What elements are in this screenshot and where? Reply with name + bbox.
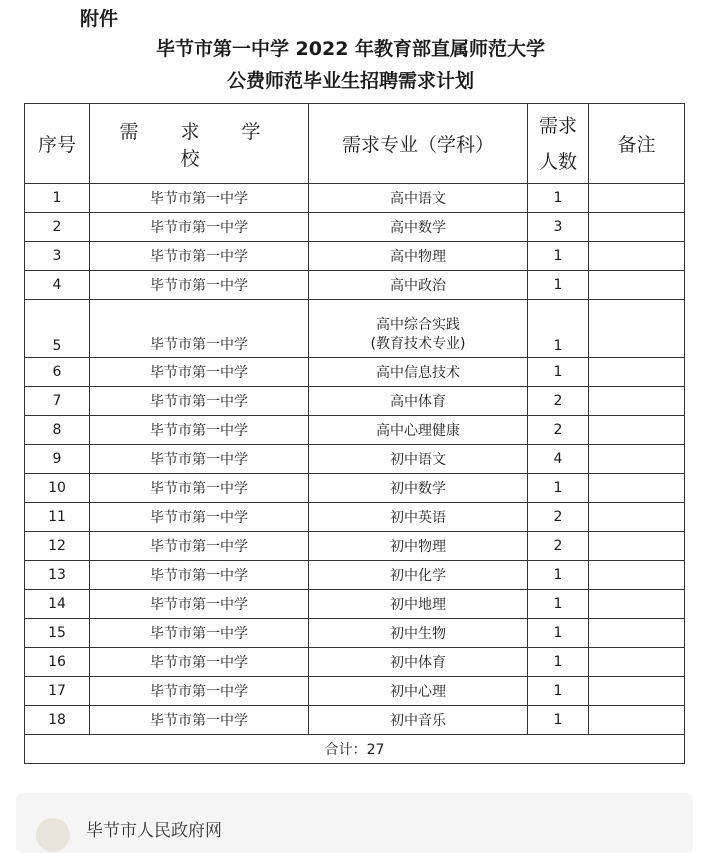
table-row: [25, 387, 685, 416]
cell-major: 初中地理: [309, 590, 528, 619]
cell-note: [589, 213, 685, 242]
cell-note: [589, 561, 685, 590]
cell-index: 12: [25, 532, 90, 561]
cell-note: [589, 242, 685, 271]
cell-note: [589, 474, 685, 503]
cell-school: 毕节市第一中学: [90, 358, 309, 387]
cell-index: 1: [25, 184, 90, 213]
cell-count: 2: [528, 503, 589, 532]
cell-count: 1: [528, 648, 589, 677]
cell-note: [589, 387, 685, 416]
cell-count: 1: [528, 619, 589, 648]
cell-index: 8: [25, 416, 90, 445]
cell-count: 1: [528, 300, 589, 358]
cell-major: 初中体育: [309, 648, 528, 677]
cell-note: [589, 619, 685, 648]
table-row: [25, 677, 685, 706]
table-row: [25, 300, 685, 358]
cell-school: 毕节市第一中学: [90, 474, 309, 503]
cell-major: 初中英语: [309, 503, 528, 532]
cell-school: 毕节市第一中学: [90, 706, 309, 735]
cell-count: 1: [528, 242, 589, 271]
total-cell: 合计：27: [25, 735, 685, 764]
cell-major: 高中物理: [309, 242, 528, 271]
table-row: [25, 503, 685, 532]
cell-major: 初中化学: [309, 561, 528, 590]
cell-school: 毕节市第一中学: [90, 648, 309, 677]
cell-index: 17: [25, 677, 90, 706]
cell-index: 10: [25, 474, 90, 503]
cell-count: 4: [528, 445, 589, 474]
cell-index: 18: [25, 706, 90, 735]
cell-school: 毕节市第一中学: [90, 677, 309, 706]
cell-count: 1: [528, 590, 589, 619]
cell-index: 9: [25, 445, 90, 474]
column-header-note: 备注: [589, 104, 685, 184]
table-row: [25, 590, 685, 619]
cell-index: 4: [25, 271, 90, 300]
table-row: [25, 561, 685, 590]
cell-count: 2: [528, 416, 589, 445]
cell-school: 毕节市第一中学: [90, 619, 309, 648]
cell-note: [589, 648, 685, 677]
cell-school: 毕节市第一中学: [90, 532, 309, 561]
table-row: [25, 474, 685, 503]
cell-major: 初中物理: [309, 532, 528, 561]
cell-note: [589, 358, 685, 387]
cell-major: 初中音乐: [309, 706, 528, 735]
cell-index: 16: [25, 648, 90, 677]
cell-index: 5: [25, 300, 90, 358]
cell-school: 毕节市第一中学: [90, 300, 309, 358]
table-row: [25, 416, 685, 445]
cell-school: 毕节市第一中学: [90, 387, 309, 416]
table-row: [25, 358, 685, 387]
cell-major: 初中数学: [309, 474, 528, 503]
cell-major: 初中生物: [309, 619, 528, 648]
cell-count: 1: [528, 677, 589, 706]
cell-note: [589, 271, 685, 300]
cell-school: 毕节市第一中学: [90, 503, 309, 532]
cell-index: 15: [25, 619, 90, 648]
cell-index: 3: [25, 242, 90, 271]
source-logo-icon: [36, 818, 70, 852]
table-row: [25, 184, 685, 213]
cell-major: 高中信息技术: [309, 358, 528, 387]
cell-school: 毕节市第一中学: [90, 561, 309, 590]
column-header-index: 序号: [25, 104, 90, 184]
cell-index: 2: [25, 213, 90, 242]
cell-note: [589, 706, 685, 735]
cell-count: 1: [528, 271, 589, 300]
cell-note: [589, 590, 685, 619]
total-row: [25, 735, 685, 764]
cell-count: 2: [528, 532, 589, 561]
cell-school: 毕节市第一中学: [90, 184, 309, 213]
cell-note: [589, 503, 685, 532]
cell-note: [589, 416, 685, 445]
table-row: [25, 445, 685, 474]
cell-major: 初中心理: [309, 677, 528, 706]
recruitment-plan-table: [24, 103, 685, 764]
cell-major: 高中数学: [309, 213, 528, 242]
cell-major: 高中语文: [309, 184, 528, 213]
cell-major: 初中语文: [309, 445, 528, 474]
cell-count: 1: [528, 706, 589, 735]
cell-count: 3: [528, 213, 589, 242]
column-header-count: 需求 人数: [528, 104, 589, 184]
cell-index: 14: [25, 590, 90, 619]
table-row: [25, 532, 685, 561]
cell-major: 高中综合实践 (教育技术专业): [309, 300, 528, 358]
table-row: [25, 648, 685, 677]
column-header-major: 需求专业（学科）: [309, 104, 528, 184]
table-row: [25, 706, 685, 735]
cell-school: 毕节市第一中学: [90, 242, 309, 271]
cell-note: [589, 677, 685, 706]
cell-index: 13: [25, 561, 90, 590]
cell-note: [589, 532, 685, 561]
cell-note: [589, 445, 685, 474]
cell-major: 高中体育: [309, 387, 528, 416]
cell-index: 11: [25, 503, 90, 532]
cell-count: 1: [528, 474, 589, 503]
cell-school: 毕节市第一中学: [90, 445, 309, 474]
document-title-line-1: 毕节市第一中学 2022 年教育部直属师范大学: [155, 38, 546, 60]
cell-school: 毕节市第一中学: [90, 271, 309, 300]
source-name[interactable]: 毕节市人民政府网: [86, 821, 222, 841]
cell-school: 毕节市第一中学: [90, 590, 309, 619]
cell-note: [589, 300, 685, 358]
cell-count: 1: [528, 561, 589, 590]
cell-count: 2: [528, 387, 589, 416]
cell-note: [589, 184, 685, 213]
cell-major: 高中心理健康: [309, 416, 528, 445]
table-row: [25, 242, 685, 271]
table-header-row: [25, 104, 685, 184]
cell-school: 毕节市第一中学: [90, 213, 309, 242]
table-row: [25, 619, 685, 648]
table-row: [25, 271, 685, 300]
cell-index: 7: [25, 387, 90, 416]
attachment-label: 附件: [80, 8, 119, 30]
column-header-school: 需 求 学 校: [90, 104, 309, 184]
cell-school: 毕节市第一中学: [90, 416, 309, 445]
cell-index: 6: [25, 358, 90, 387]
table-row: [25, 213, 685, 242]
cell-count: 1: [528, 358, 589, 387]
cell-count: 1: [528, 184, 589, 213]
document-title-line-2: 公费师范毕业生招聘需求计划: [226, 70, 474, 92]
cell-major: 高中政治: [309, 271, 528, 300]
